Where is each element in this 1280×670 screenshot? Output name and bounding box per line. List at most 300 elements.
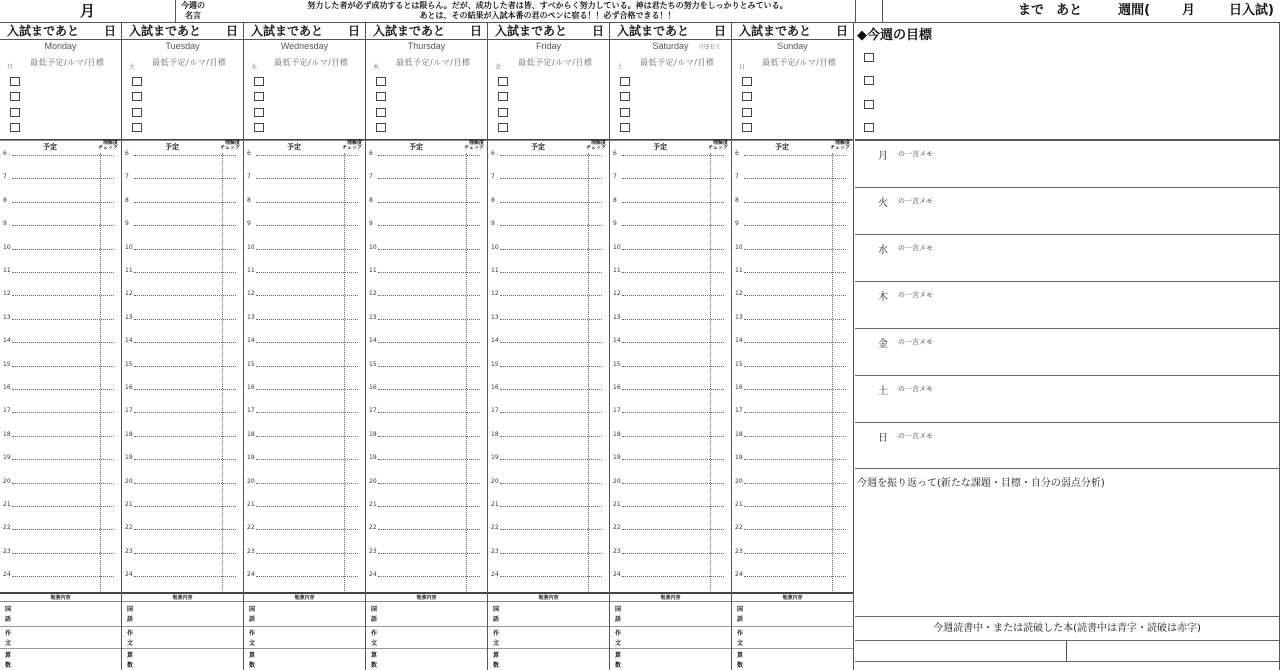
hour-slot[interactable] xyxy=(122,361,243,371)
hour-label: 13 xyxy=(3,314,11,321)
hour-slot[interactable] xyxy=(732,431,853,441)
dotted-line xyxy=(134,459,236,460)
book-cell[interactable] xyxy=(855,641,1067,662)
hour-slot[interactable] xyxy=(0,267,121,277)
hour-slot[interactable] xyxy=(0,244,121,254)
hour-slot[interactable] xyxy=(488,150,609,160)
hour-slot[interactable] xyxy=(244,220,365,230)
hour-slot[interactable] xyxy=(244,150,365,160)
hour-slot[interactable] xyxy=(0,150,121,160)
day-goal-checkbox[interactable] xyxy=(742,92,752,101)
dotted-line xyxy=(500,459,602,460)
day-goal-checkbox[interactable] xyxy=(742,123,752,132)
hour-label: 17 xyxy=(491,407,499,414)
daily-memo[interactable] xyxy=(855,188,1280,235)
hour-slot[interactable] xyxy=(0,314,121,324)
hour-slot[interactable] xyxy=(488,524,609,534)
dotted-line xyxy=(622,553,724,554)
hour-slot[interactable] xyxy=(488,361,609,371)
hour-slot[interactable] xyxy=(122,548,243,558)
hour-slot[interactable] xyxy=(244,524,365,534)
hour-slot[interactable] xyxy=(122,571,243,581)
day-goal-checkbox[interactable] xyxy=(742,77,752,86)
subject-label-2: 語 xyxy=(371,616,378,623)
hour-slot[interactable] xyxy=(366,548,487,558)
hour-slot[interactable] xyxy=(244,407,365,417)
subject-row[interactable] xyxy=(732,627,853,649)
hour-slot[interactable] xyxy=(610,478,731,488)
dotted-line xyxy=(500,155,602,156)
hour-slot[interactable] xyxy=(0,478,121,488)
day-goal-checkbox[interactable] xyxy=(132,108,142,117)
hour-slot[interactable] xyxy=(366,173,487,183)
daily-memo[interactable] xyxy=(855,235,1280,282)
hour-slot[interactable] xyxy=(610,454,731,464)
day-column-wednesday xyxy=(244,23,366,670)
hour-slot[interactable] xyxy=(732,454,853,464)
hour-slot[interactable] xyxy=(732,571,853,581)
study-content-header: 勉強内容 xyxy=(0,592,121,602)
day-goal-label: 最低予定/ルマ/目標 xyxy=(762,58,837,67)
hour-slot[interactable] xyxy=(488,197,609,207)
hour-slot[interactable] xyxy=(122,478,243,488)
daily-memo[interactable] xyxy=(855,376,1280,423)
subject-label-1: 国 xyxy=(249,606,256,613)
plan-header: 予定 xyxy=(653,143,667,151)
hour-slot[interactable] xyxy=(122,220,243,230)
hour-slot[interactable] xyxy=(610,431,731,441)
subject-row[interactable] xyxy=(0,603,121,627)
hour-slot[interactable] xyxy=(610,314,731,324)
hour-slot[interactable] xyxy=(0,501,121,511)
dotted-line xyxy=(256,155,358,156)
hour-slot[interactable] xyxy=(610,571,731,581)
check-header: 理解度 チェック xyxy=(220,140,240,151)
hour-slot[interactable] xyxy=(488,548,609,558)
subject-row[interactable] xyxy=(610,649,731,670)
weekly-goal-checkbox[interactable] xyxy=(864,100,874,109)
hour-slot[interactable] xyxy=(244,548,365,558)
hour-slot[interactable] xyxy=(488,571,609,581)
hour-slot[interactable] xyxy=(732,384,853,394)
hour-slot[interactable] xyxy=(244,197,365,207)
hour-slot[interactable] xyxy=(488,337,609,347)
subject-row[interactable] xyxy=(488,603,609,627)
hour-slot[interactable] xyxy=(488,431,609,441)
subject-row[interactable] xyxy=(610,627,731,649)
subject-row[interactable] xyxy=(366,627,487,649)
hour-slot[interactable] xyxy=(488,314,609,324)
hour-slot[interactable] xyxy=(732,150,853,160)
day-column-tuesday xyxy=(122,23,244,670)
hour-slot[interactable] xyxy=(732,267,853,277)
day-goal-checkbox[interactable] xyxy=(10,92,20,101)
hour-slot[interactable] xyxy=(488,478,609,488)
day-goal-checkbox[interactable] xyxy=(10,123,20,132)
hour-slot[interactable] xyxy=(0,337,121,347)
subject-label-1: 国 xyxy=(371,606,378,613)
hour-label: 10 xyxy=(735,244,743,251)
hour-slot[interactable] xyxy=(244,361,365,371)
hour-slot[interactable] xyxy=(244,384,365,394)
hour-slot[interactable] xyxy=(488,267,609,277)
daily-memo[interactable] xyxy=(855,423,1280,469)
hour-slot[interactable] xyxy=(0,524,121,534)
hour-slot[interactable] xyxy=(122,150,243,160)
day-countdown-unit: 日 xyxy=(225,24,238,38)
hour-label: 21 xyxy=(247,501,255,508)
memo-label: の一言メモ xyxy=(898,197,933,205)
hour-label: 20 xyxy=(491,478,499,485)
hour-label: 16 xyxy=(491,384,499,391)
hour-slot[interactable] xyxy=(610,220,731,230)
hour-label: 11 xyxy=(369,267,377,274)
hour-slot[interactable] xyxy=(0,454,121,464)
dotted-line xyxy=(744,178,846,179)
day-goal-checkbox[interactable] xyxy=(742,108,752,117)
hour-slot[interactable] xyxy=(122,314,243,324)
hour-label: 17 xyxy=(125,407,133,414)
hour-label: 11 xyxy=(735,267,743,274)
hour-label: 6 xyxy=(613,150,617,157)
dotted-line xyxy=(134,529,236,530)
hour-slot[interactable] xyxy=(244,267,365,277)
hour-slot[interactable] xyxy=(244,244,365,254)
hour-slot[interactable] xyxy=(610,361,731,371)
hour-slot[interactable] xyxy=(366,571,487,581)
weekly-reflection-section[interactable] xyxy=(855,469,1280,617)
day-goal-checkbox[interactable] xyxy=(376,92,386,101)
dotted-line xyxy=(622,483,724,484)
dotted-line xyxy=(500,412,602,413)
hour-slot[interactable] xyxy=(122,524,243,534)
subject-row[interactable] xyxy=(122,603,243,627)
subject-label-1: 作 xyxy=(127,630,134,637)
hour-slot[interactable] xyxy=(0,407,121,417)
hour-slot[interactable] xyxy=(0,361,121,371)
hour-slot[interactable] xyxy=(244,314,365,324)
day-goal-checkbox[interactable] xyxy=(10,108,20,117)
hour-slot[interactable] xyxy=(732,548,853,558)
dotted-line xyxy=(744,342,846,343)
day-goal-checkbox[interactable] xyxy=(620,123,630,132)
hour-slot[interactable] xyxy=(488,290,609,300)
hour-slot[interactable] xyxy=(610,197,731,207)
day-goal-checkbox[interactable] xyxy=(132,77,142,86)
hour-slot[interactable] xyxy=(366,454,487,464)
dotted-line xyxy=(622,576,724,577)
hour-slot[interactable] xyxy=(0,431,121,441)
book-cell[interactable] xyxy=(1067,641,1279,662)
hour-slot[interactable] xyxy=(732,524,853,534)
dotted-line xyxy=(378,529,480,530)
hour-slot[interactable] xyxy=(610,384,731,394)
countdown-made: まで xyxy=(1018,3,1045,18)
day-countdown xyxy=(244,23,365,40)
day-countdown-unit: 日 xyxy=(713,24,726,38)
day-goal-checkbox[interactable] xyxy=(376,77,386,86)
hour-slot[interactable] xyxy=(732,478,853,488)
hour-slot[interactable] xyxy=(244,454,365,464)
day-goal-checkbox[interactable] xyxy=(498,77,508,86)
books-table xyxy=(855,641,1280,670)
subject-label-2: 語 xyxy=(615,616,622,623)
hour-slot[interactable] xyxy=(0,290,121,300)
day-kanji: 金 xyxy=(495,64,502,71)
hour-slot[interactable] xyxy=(732,407,853,417)
daily-memo[interactable] xyxy=(855,329,1280,376)
dotted-line xyxy=(256,366,358,367)
dotted-line xyxy=(12,436,114,437)
hour-slot[interactable] xyxy=(244,337,365,347)
plan-header: 予定 xyxy=(775,143,789,151)
day-goal-checkbox[interactable] xyxy=(498,123,508,132)
day-goal-checkbox[interactable] xyxy=(132,123,142,132)
dotted-line xyxy=(622,366,724,367)
day-name: Sunday xyxy=(777,41,808,51)
hour-slot[interactable] xyxy=(366,197,487,207)
dotted-line xyxy=(744,576,846,577)
hour-slot[interactable] xyxy=(732,361,853,371)
subject-label-1: 作 xyxy=(249,630,256,637)
subject-label-1: 算 xyxy=(615,652,622,659)
day-goal-checkbox[interactable] xyxy=(620,77,630,86)
subject-row[interactable] xyxy=(244,627,365,649)
day-countdown-label: 入試まであと xyxy=(739,24,812,38)
hour-slot[interactable] xyxy=(488,173,609,183)
day-kanji: 月 xyxy=(7,64,14,71)
hour-slot[interactable] xyxy=(122,337,243,347)
weekly-goal-checkbox[interactable] xyxy=(864,76,874,85)
hour-slot[interactable] xyxy=(488,454,609,464)
hour-label: 6 xyxy=(3,150,7,157)
subject-row[interactable] xyxy=(488,649,609,670)
hour-label: 7 xyxy=(3,173,7,180)
day-goal-label: 最低予定/ルマ/目標 xyxy=(518,58,593,67)
hour-slot[interactable] xyxy=(122,454,243,464)
hour-label: 23 xyxy=(735,548,743,555)
hour-label: 6 xyxy=(735,150,739,157)
hour-slot[interactable] xyxy=(488,384,609,394)
hour-slot[interactable] xyxy=(610,337,731,347)
check-header: 理解度 チェック xyxy=(464,140,484,151)
hour-slot[interactable] xyxy=(732,173,853,183)
hour-slot[interactable] xyxy=(366,290,487,300)
hour-slot[interactable] xyxy=(610,150,731,160)
hour-slot[interactable] xyxy=(610,524,731,534)
hour-slot[interactable] xyxy=(244,173,365,183)
subject-label-2: 数 xyxy=(5,662,12,669)
hour-slot[interactable] xyxy=(244,431,365,441)
hour-slot[interactable] xyxy=(244,478,365,488)
hour-slot[interactable] xyxy=(122,431,243,441)
hour-slot[interactable] xyxy=(732,337,853,347)
hour-slot[interactable] xyxy=(610,290,731,300)
hour-slot[interactable] xyxy=(0,571,121,581)
hour-label: 19 xyxy=(369,454,377,461)
hour-slot[interactable] xyxy=(732,244,853,254)
hour-slot[interactable] xyxy=(122,244,243,254)
hour-slot[interactable] xyxy=(122,384,243,394)
hour-slot[interactable] xyxy=(488,220,609,230)
day-kanji: 木 xyxy=(373,64,380,71)
day-goal-checkbox[interactable] xyxy=(254,92,264,101)
hour-slot[interactable] xyxy=(0,197,121,207)
hour-label: 20 xyxy=(3,478,11,485)
subject-row[interactable] xyxy=(122,649,243,670)
exam-name-field[interactable] xyxy=(855,0,883,23)
hour-slot[interactable] xyxy=(488,244,609,254)
hour-slot[interactable] xyxy=(122,173,243,183)
day-goal-checkbox[interactable] xyxy=(376,108,386,117)
hour-label: 21 xyxy=(613,501,621,508)
plan-header: 予定 xyxy=(409,143,423,151)
subject-row[interactable] xyxy=(122,627,243,649)
dotted-line xyxy=(12,178,114,179)
hour-label: 9 xyxy=(247,220,251,227)
hour-slot[interactable] xyxy=(610,267,731,277)
day-goal-checkbox[interactable] xyxy=(498,92,508,101)
hour-slot[interactable] xyxy=(122,407,243,417)
dotted-line xyxy=(622,436,724,437)
dotted-line xyxy=(12,155,114,156)
subject-row[interactable] xyxy=(732,649,853,670)
hour-label: 10 xyxy=(247,244,255,251)
subject-row[interactable] xyxy=(244,649,365,670)
dotted-line xyxy=(500,483,602,484)
hour-label: 8 xyxy=(735,197,739,204)
hour-slot[interactable] xyxy=(0,220,121,230)
subject-label-2: 文 xyxy=(615,640,622,647)
hour-slot[interactable] xyxy=(610,548,731,558)
hour-slot[interactable] xyxy=(610,244,731,254)
hour-slot[interactable] xyxy=(366,524,487,534)
hour-label: 9 xyxy=(613,220,617,227)
dotted-line xyxy=(622,272,724,273)
hour-slot[interactable] xyxy=(366,337,487,347)
hour-slot[interactable] xyxy=(732,501,853,511)
hour-label: 14 xyxy=(3,337,11,344)
hour-slot[interactable] xyxy=(366,314,487,324)
hour-slot[interactable] xyxy=(488,501,609,511)
hour-slot[interactable] xyxy=(122,267,243,277)
hour-slot[interactable] xyxy=(732,290,853,300)
hour-slot[interactable] xyxy=(366,431,487,441)
month-field[interactable]: 月 xyxy=(0,0,176,23)
dotted-line xyxy=(378,295,480,296)
memo-day: 火 xyxy=(878,198,888,209)
hour-label: 24 xyxy=(3,571,11,578)
day-goal-checkbox[interactable] xyxy=(132,92,142,101)
weekly-goal-checkbox[interactable] xyxy=(864,123,874,132)
subject-row[interactable] xyxy=(366,649,487,670)
day-goal-checkbox[interactable] xyxy=(254,108,264,117)
hour-slot[interactable] xyxy=(732,197,853,207)
hour-slot[interactable] xyxy=(122,290,243,300)
dotted-line xyxy=(744,459,846,460)
hour-slot[interactable] xyxy=(0,548,121,558)
subject-row[interactable] xyxy=(366,603,487,627)
hour-slot[interactable] xyxy=(610,407,731,417)
hour-slot[interactable] xyxy=(366,478,487,488)
hour-label: 12 xyxy=(125,290,133,297)
hour-slot[interactable] xyxy=(610,501,731,511)
day-goal-checkbox[interactable] xyxy=(254,77,264,86)
day-column-monday xyxy=(0,23,122,670)
hour-label: 9 xyxy=(125,220,129,227)
dotted-line xyxy=(134,178,236,179)
hour-slot[interactable] xyxy=(366,361,487,371)
weekly-goal-checkbox[interactable] xyxy=(864,53,874,62)
hour-slot[interactable] xyxy=(366,501,487,511)
hour-slot[interactable] xyxy=(366,150,487,160)
daily-memo[interactable] xyxy=(855,141,1280,188)
hour-slot[interactable] xyxy=(244,501,365,511)
day-goal-checkbox[interactable] xyxy=(498,108,508,117)
day-goal-label: 最低予定/ルマ/目標 xyxy=(396,58,471,67)
weekly-quote-line2: あとは、その結果が入試本番の君のペンに宿る！！必ず合格できる！！ xyxy=(419,11,676,20)
weekly-goal-section xyxy=(855,23,1280,141)
hour-slot[interactable] xyxy=(366,220,487,230)
hour-slot[interactable] xyxy=(732,220,853,230)
hour-slot[interactable] xyxy=(488,407,609,417)
day-goal-checkbox[interactable] xyxy=(254,123,264,132)
hour-label: 16 xyxy=(613,384,621,391)
day-name: Tuesday xyxy=(165,41,200,51)
day-goal-checkbox[interactable] xyxy=(10,77,20,86)
memo-label: の一言メモ xyxy=(898,338,933,346)
hour-slot[interactable] xyxy=(122,501,243,511)
hour-label: 7 xyxy=(491,173,495,180)
hour-slot[interactable] xyxy=(366,407,487,417)
hour-slot[interactable] xyxy=(366,267,487,277)
dotted-line xyxy=(256,553,358,554)
hour-slot[interactable] xyxy=(0,173,121,183)
study-content-header: 勉強内容 xyxy=(488,592,609,602)
subject-label-1: 作 xyxy=(371,630,378,637)
subject-label-2: 語 xyxy=(493,616,500,623)
hour-slot[interactable] xyxy=(732,314,853,324)
dotted-line xyxy=(378,553,480,554)
hour-label: 24 xyxy=(613,571,621,578)
subject-row[interactable] xyxy=(244,603,365,627)
hour-slot[interactable] xyxy=(244,571,365,581)
hour-slot[interactable] xyxy=(366,244,487,254)
hour-slot[interactable] xyxy=(244,290,365,300)
day-goal-checkbox[interactable] xyxy=(620,108,630,117)
daily-memo[interactable] xyxy=(855,282,1280,329)
dotted-line xyxy=(622,389,724,390)
dotted-line xyxy=(378,202,480,203)
hour-slot[interactable] xyxy=(366,384,487,394)
day-goal-checkbox[interactable] xyxy=(376,123,386,132)
hour-slot[interactable] xyxy=(0,384,121,394)
subject-row[interactable] xyxy=(0,649,121,670)
hour-label: 9 xyxy=(3,220,7,227)
subject-row[interactable] xyxy=(732,603,853,627)
subject-row[interactable] xyxy=(0,627,121,649)
subject-row[interactable] xyxy=(488,627,609,649)
hour-label: 13 xyxy=(125,314,133,321)
dotted-line xyxy=(622,506,724,507)
plan-header: 予定 xyxy=(165,143,179,151)
memo-day: 水 xyxy=(878,245,888,256)
hour-slot[interactable] xyxy=(610,173,731,183)
hour-slot[interactable] xyxy=(122,197,243,207)
subject-row[interactable] xyxy=(610,603,731,627)
day-goal-checkbox[interactable] xyxy=(620,92,630,101)
dotted-line xyxy=(500,342,602,343)
